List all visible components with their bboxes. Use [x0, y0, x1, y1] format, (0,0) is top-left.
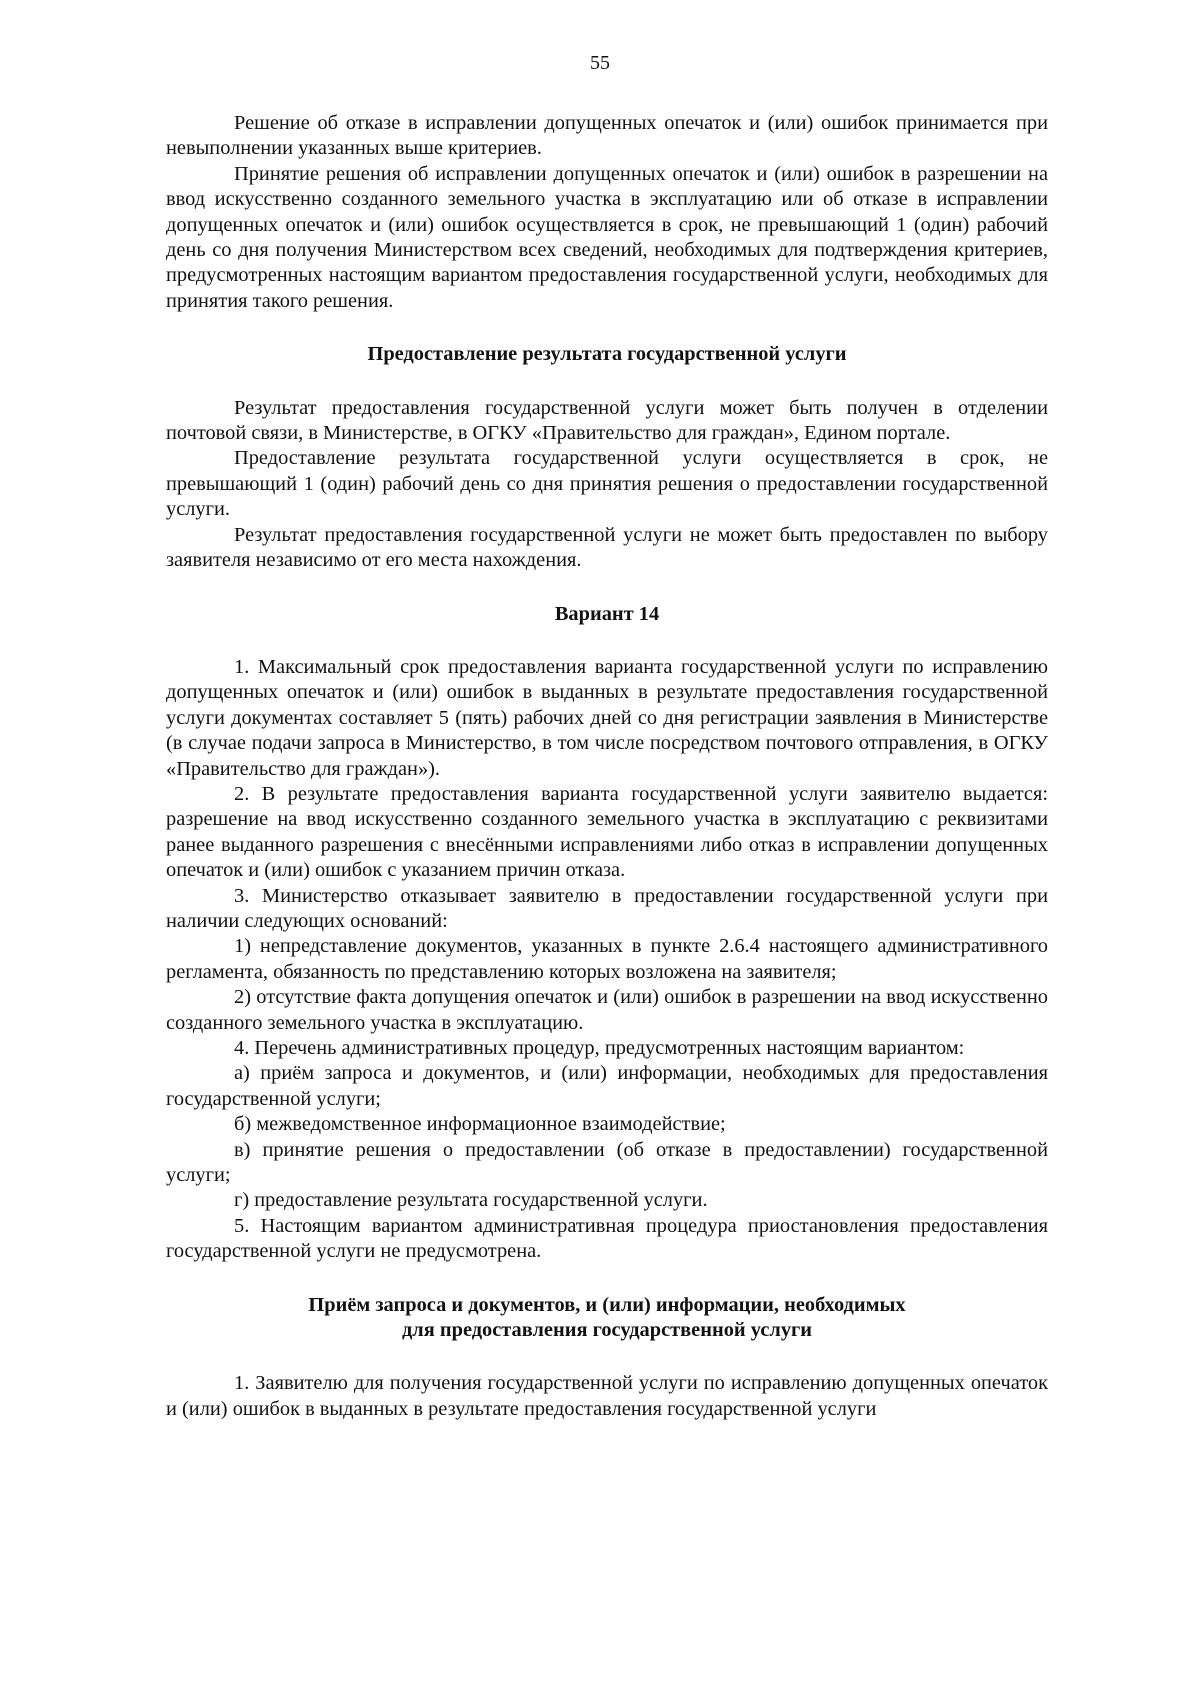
paragraph: Результат предоставления государственной услуги не может быть предоставлен по выбору заявителя независимо от его места нахождения. — [166, 523, 1048, 572]
paragraph: 1. Заявителю для получения государственной услуги по исправлению допущенных опечаток и (или) ошибок в выданных в результате предоставления государственной услуги — [166, 1372, 1048, 1420]
document-body — [166, 111, 1048, 1422]
paragraph: а) приём запроса и документов, и (или) информации, необходимых для предоставления государственной услуги; — [166, 1062, 1048, 1110]
paragraph: Предоставление результата государственной услуги осуществляется в срок, не превышающий 1 (один) рабочий день со дня принятия решения о предоставлении государственной услуги. — [166, 447, 1048, 521]
paragraph: Решение об отказе в исправлении допущенных опечаток и (или) ошибок принимается при невыполнении указанных выше критериев. — [166, 112, 1048, 160]
paragraph: 3. Министерство отказывает заявителю в предоставлении государственной услуги при наличии следующих оснований: — [166, 884, 1048, 932]
page-number: 55 — [590, 52, 610, 74]
paragraph: 2. В результате предоставления варианта государственной услуги заявителю выдается: разрешение на ввод искусственно созданного земельного участка в эксплуатацию с реквизитами ранее выданного разрешения с внесёнными исправлениями либо отказ в исправлении допущенных опечаток и (или) ошибок с указанием причин отказа. — [166, 782, 1048, 882]
paragraph: 4. Перечень административных процедур, предусмотренных настоящим вариантом: — [234, 1037, 965, 1059]
paragraph: 5. Настоящим вариантом административная процедура приостановления предоставления государственной услуги не предусмотрена. — [166, 1214, 1048, 1263]
paragraph: в) принятие решения о предоставлении (об отказе в предоставлении) государственной услуги; — [166, 1138, 1048, 1187]
section-heading-line: Приём запроса и документов, и (или) информации, необходимых — [308, 1293, 906, 1316]
paragraph: 1. Максимальный срок предоставления варианта государственной услуги по исправлению допущенных опечаток и (или) ошибок в выданных в результате предоставления государственной услуги документах составляет 5 (пять) рабочих дней со дня регистрации заявления в Министерстве (в случае подачи запроса в Министерство, в том числе посредством почтового отправления, в ОГКУ «Правительство для граждан»). — [166, 655, 1048, 780]
paragraph: б) межведомственное информационное взаимодействие; — [234, 1113, 726, 1136]
section-heading-variant: Вариант 14 — [554, 602, 660, 625]
paragraph: Результат предоставления государственной услуги может быть получен в отделении почтовой связи, в Министерстве, в ОГКУ «Правительство для граждан», Едином портале. — [166, 396, 1048, 445]
section-heading-reception — [166, 1293, 1048, 1344]
paragraph: 2) отсутствие факта допущения опечаток и (или) ошибок в разрешении на ввод искусственно созданного земельного участка в эксплуатацию. — [166, 986, 1048, 1034]
section-heading-result: Предоставление результата государственной услуги — [367, 343, 847, 366]
section-heading-line: для предоставления государственной услуги — [401, 1319, 813, 1342]
paragraph: Принятие решения об исправлении допущенных опечаток и (или) ошибок в разрешении на ввод искусственно созданного земельного участка в эксплуатацию или об отказе в исправлении допущенных опечаток и (или) ошибок осуществляется в срок, не превышающий 1 (один) рабочий день со дня получения Министерством всех сведений, необходимых для подтверждения критериев, предусмотренных настоящим вариантом предоставления государственной услуги, необходимых для принятия такого решения. — [166, 162, 1048, 312]
paragraph: г) предоставление результата государственной услуги. — [234, 1189, 708, 1212]
paragraph: 1) непредставление документов, указанных в пункте 2.6.4 настоящего административного регламента, обязанность по представлению которых возложена на заявителя; — [166, 935, 1048, 983]
